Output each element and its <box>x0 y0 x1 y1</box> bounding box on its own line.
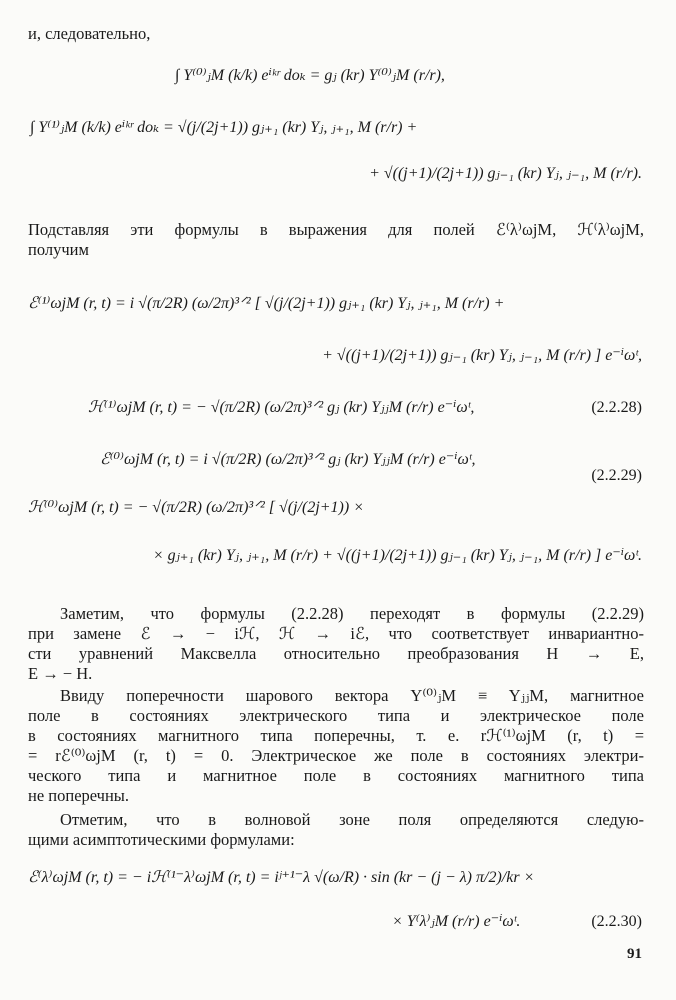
equation-c-line2: + √((j+1)/(2j+1)) gⱼ₋₁ (kr) Yⱼ, ⱼ₋₁, M (r/r) ] e⁻ⁱωᵗ, <box>322 347 642 364</box>
paragraph-maxwell-invariance <box>28 604 644 684</box>
equation-a: ∫ Y⁽⁰⁾ⱼM (k/k) eⁱᵏʳ doₖ = gⱼ (kr) Y⁽⁰⁾ⱼM (r/r), <box>175 67 445 84</box>
equation-e-line1: ℰ⁽λ⁾ωjM (r, t) = − iℋ⁽¹⁻λ⁾ωjM (r, t) = iʲ⁺¹⁻λ √(ω/R) · sin (kr − (j − λ) π/2)/kr × <box>28 869 535 886</box>
text-line: получим <box>28 240 89 259</box>
paragraph-wave-zone <box>28 810 644 850</box>
paragraph-substitution <box>28 220 644 260</box>
text-line: поле в состояниях электрического типа и электрическое поле <box>28 706 644 725</box>
equation-number-2-2-30: (2.2.30) <box>591 913 642 930</box>
equation-e-line2: × Y⁽λ⁾ⱼM (r/r) e⁻ⁱωᵗ. <box>392 913 521 930</box>
text-line: Подставляя эти формулы в выражения для полей ℰ⁽λ⁾ωjM, ℋ⁽λ⁾ωjM, <box>28 220 644 239</box>
equation-d-line2: ℋ⁽⁰⁾ωjM (r, t) = − √(π/2R) (ω/2π)³ᐟ² [ √(j/(2j+1)) × <box>28 499 365 516</box>
equation-d-line3: × gⱼ₊₁ (kr) Yⱼ, ⱼ₊₁, M (r/r) + √((j+1)/(2j+1)) gⱼ₋₁ (kr) Yⱼ, ⱼ₋₁, M (r/r) ] e⁻ⁱωᵗ. <box>152 547 642 564</box>
equation-b-line2: + √((j+1)/(2j+1)) gⱼ₋₁ (kr) Yⱼ, ⱼ₋₁, M (r/r). <box>369 165 642 182</box>
equation-c-line1: ℰ⁽¹⁾ωjM (r, t) = i √(π/2R) (ω/2π)³ᐟ² [ √(j/(2j+1)) gⱼ₊₁ (kr) Yⱼ, ⱼ₊₁, M (r/r) + <box>28 295 505 312</box>
text-line: E → − H. <box>28 664 93 683</box>
page-number: 91 <box>627 946 642 962</box>
equation-number-2-2-29: (2.2.29) <box>591 467 642 484</box>
equation-number-2-2-28: (2.2.28) <box>591 399 642 416</box>
text-line: сти уравнений Максвелла относительно преобразования H → E, <box>28 644 644 663</box>
text-line: Отметим, что в волновой зоне поля определяются следую- <box>60 810 644 829</box>
intro-text: и, следовательно, <box>28 24 151 43</box>
text-line: ческого типа и магнитное поле в состояниях магнитного типа <box>28 766 644 785</box>
equation-b-line1: ∫ Y⁽¹⁾ⱼM (k/k) eⁱᵏʳ doₖ = √(j/(2j+1)) gⱼ₊₁ (kr) Yⱼ, ⱼ₊₁, M (r/r) + <box>30 119 418 136</box>
text-line: = rℰ⁽⁰⁾ωjM (r, t) = 0. Электрическое же поле в состояниях электри- <box>28 746 644 765</box>
paragraph-transversality <box>28 686 644 806</box>
text-line: Ввиду поперечности шарового вектора Y⁽⁰⁾ⱼM ≡ YⱼⱼM, магнитное <box>60 686 644 705</box>
text-line: щими асимптотическими формулами: <box>28 830 295 849</box>
text-line: не поперечны. <box>28 786 130 805</box>
text-line: при замене ℰ → − iℋ, ℋ → iℰ, что соответствует инвариантно- <box>28 624 644 643</box>
text-line: в состояниях магнитного типа поперечны, т. е. rℋ⁽¹⁾ωjM (r, t) = <box>28 726 644 745</box>
equation-c-line3: ℋ⁽¹⁾ωjM (r, t) = − √(π/2R) (ω/2π)³ᐟ² gⱼ (kr) YⱼⱼM (r/r) e⁻ⁱωᵗ, <box>88 399 475 416</box>
text-line: Заметим, что формулы (2.2.28) переходят в формулы (2.2.29) <box>60 604 644 623</box>
equation-d-line1: ℰ⁽⁰⁾ωjM (r, t) = i √(π/2R) (ω/2π)³ᐟ² gⱼ (kr) YⱼⱼM (r/r) e⁻ⁱωᵗ, <box>100 451 476 468</box>
